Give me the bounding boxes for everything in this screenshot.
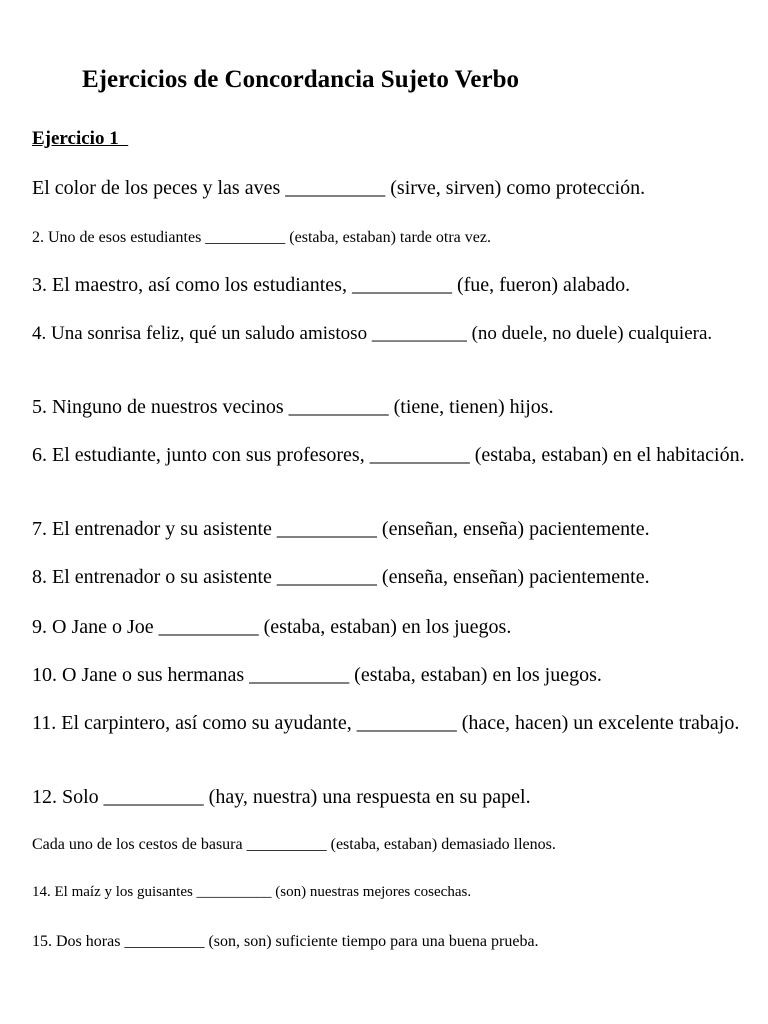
exercise-item-4: 4. Una sonrisa feliz, qué un saludo amistoso __________ (no duele, no duele) cualquiera. [32,323,713,344]
exercise-item-8: 8. El entrenador o su asistente __________ (enseña, enseñan) pacientemente. [32,566,650,588]
exercise-item-5: 5. Ninguno de nuestros vecinos __________ (tiene, tienen) hijos. [32,396,554,418]
exercise-item-14: 14. El maíz y los guisantes __________ (son) nuestras mejores cosechas. [32,884,472,900]
exercise-item-10: 10. O Jane o sus hermanas __________ (estaba, estaban) en los juegos. [32,664,602,686]
exercise-item-3: 3. El maestro, así como los estudiantes, __________ (fue, fueron) alabado. [32,274,631,296]
exercise-item-13: Cada uno de los cestos de basura __________ (estaba, estaban) demasiado llenos. [32,836,556,853]
exercise-item-11: 11. El carpintero, así como su ayudante, __________ (hace, hacen) un excelente trabajo. [32,712,740,734]
exercise-item-6: 6. El estudiante, junto con sus profesores, __________ (estaba, estaban) en el habitación. [32,444,745,466]
exercise-item-2: 2. Uno de esos estudiantes __________ (estaba, estaban) tarde otra vez. [32,229,491,246]
exercise-item-12: 12. Solo __________ (hay, nuestra) una respuesta en su papel. [32,786,531,808]
page-title: Ejercicios de Concordancia Sujeto Verbo [82,66,520,93]
exercise-item-1: El color de los peces y las aves __________ (sirve, sirven) como protección. [32,177,646,199]
exercise-item-9: 9. O Jane o Joe __________ (estaba, estaban) en los juegos. [32,616,512,638]
exercise-item-15: 15. Dos horas __________ (son, son) suficiente tiempo para una buena prueba. [32,933,539,950]
exercise-item-7: 7. El entrenador y su asistente __________ (enseñan, enseña) pacientemente. [32,518,650,540]
exercise-heading: Ejercicio 1 [32,128,129,149]
